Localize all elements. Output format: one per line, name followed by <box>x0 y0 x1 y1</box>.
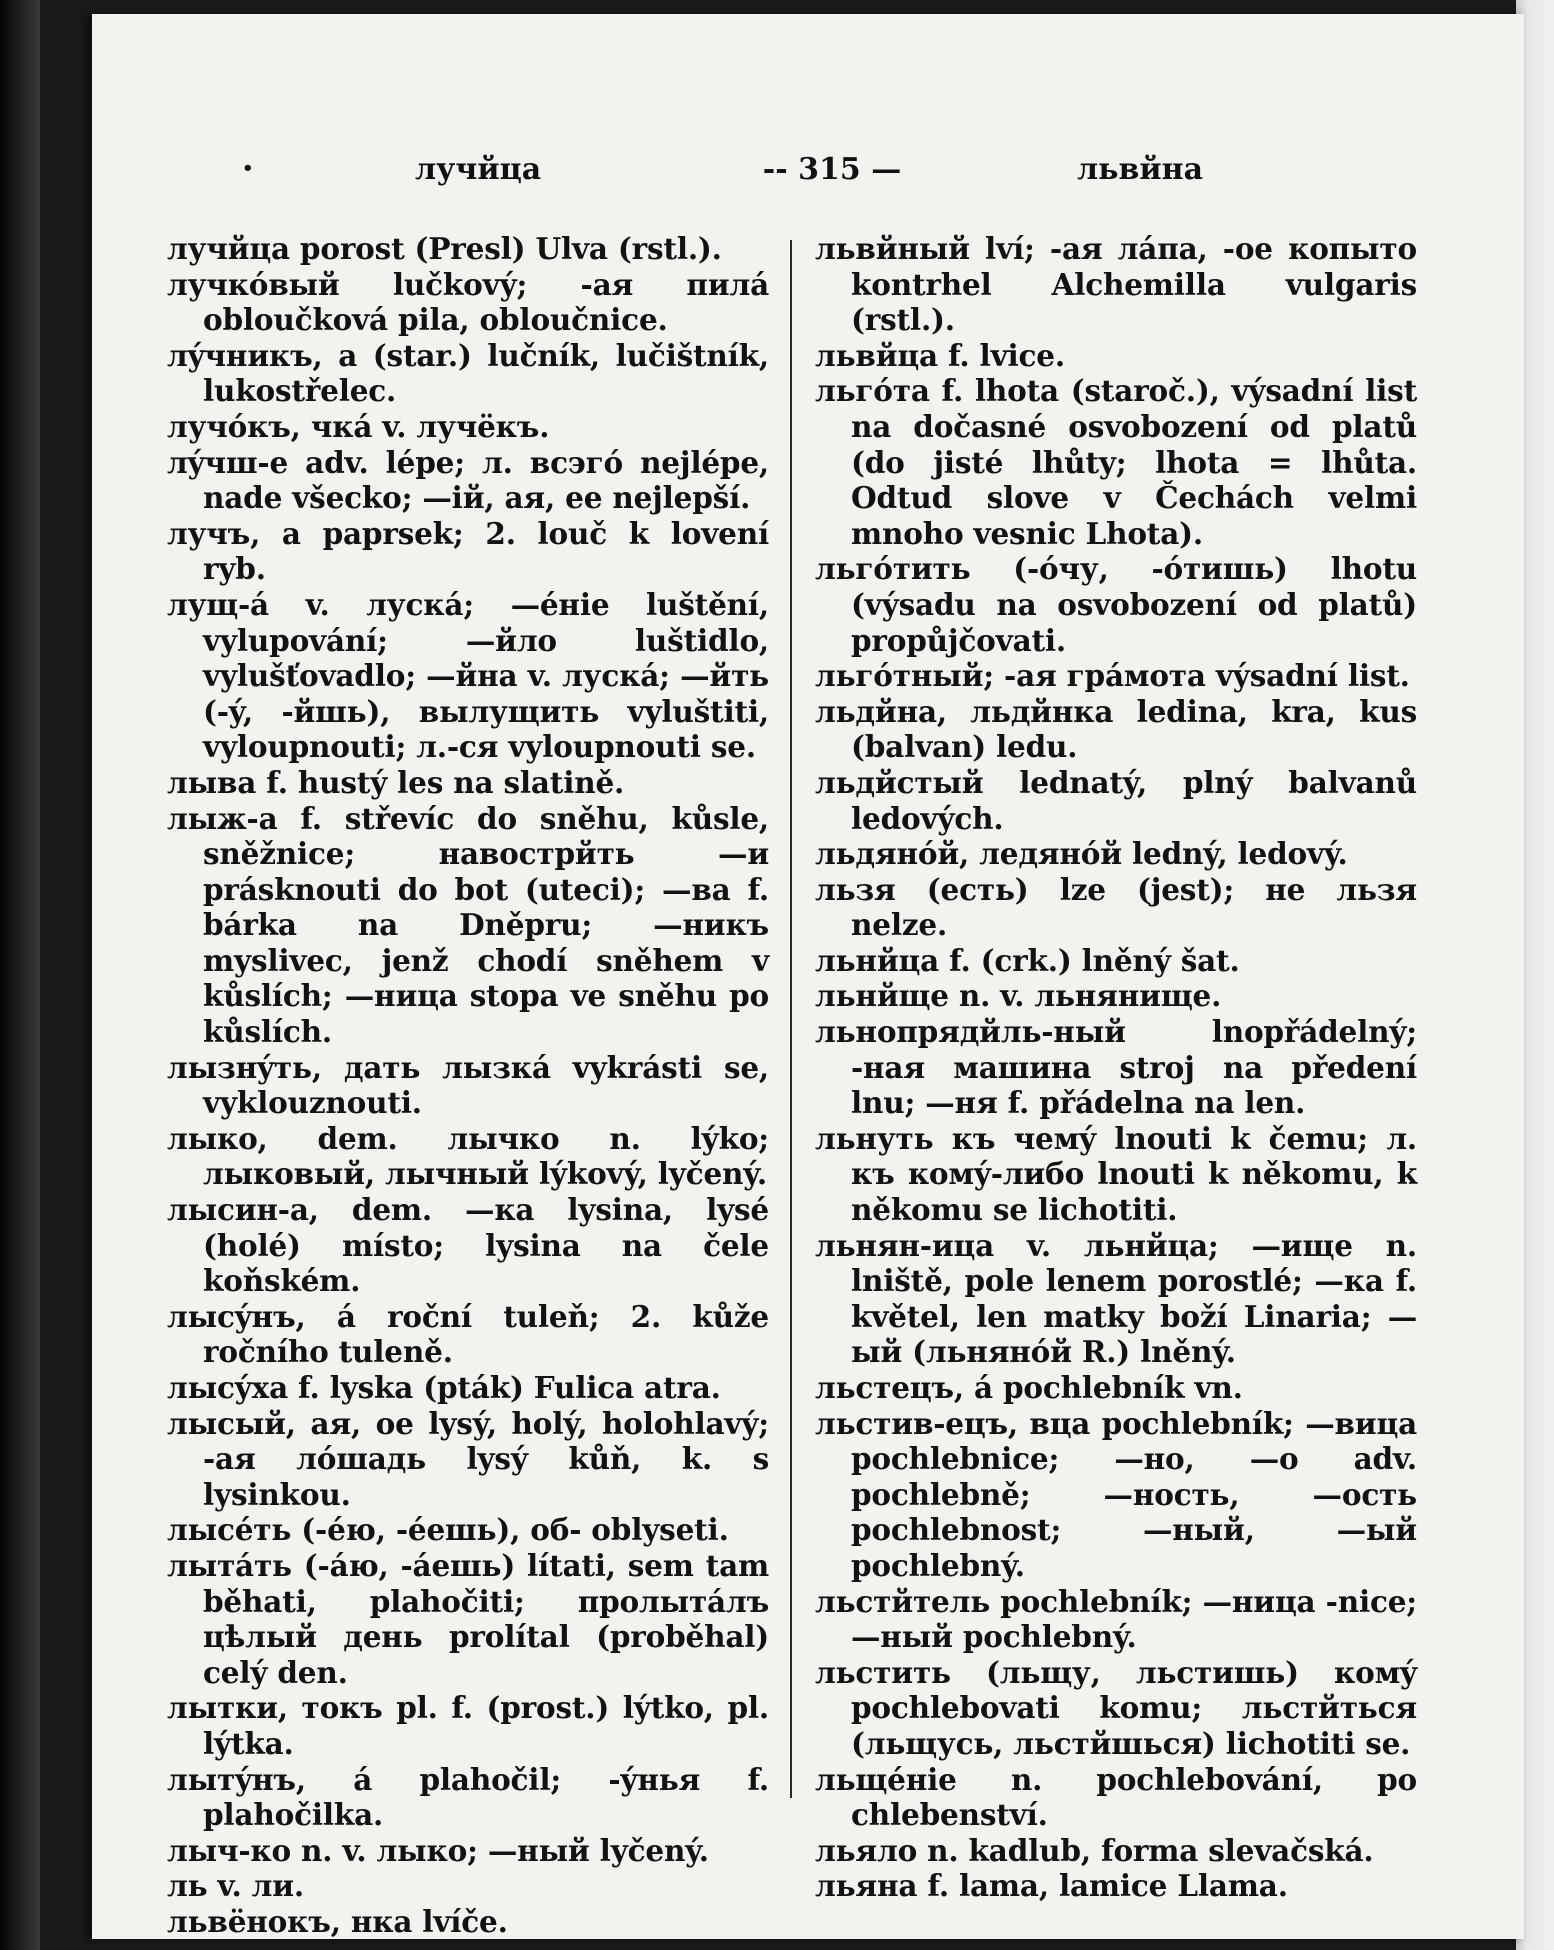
dictionary-entry: лýчникъ, a (star.) lučník, lučištník, lukostřelec. <box>167 337 769 409</box>
dictionary-entry: льдянóй, ледянóй ledný, ledový. <box>815 836 1348 872</box>
dictionary-entry: львйца f. lvice. <box>815 337 1065 373</box>
dictionary-entry: льяло n. kadlub, forma slevačská. <box>815 1832 1374 1868</box>
dictionary-entry: льнйще n. v. льнянище. <box>815 978 1222 1014</box>
dictionary-entry: льнян-ица v. льнйца; —ище n. lniště, pole lenem porostlé; —ка f. květel, len matky boží Linaria; —ый (льнянóй R.) lněný. <box>815 1227 1417 1370</box>
header-dot: • <box>242 158 254 179</box>
dictionary-entry: львйный lví; -ая лáпа, -ое копыто kontrhel Alchemilla vulgaris (rstl.). <box>815 231 1417 338</box>
dictionary-entry: лытáть (-áю, -áешь) lítati, sem tam běhati, plahočiti; пролытáлъ цѣлый день prolítal (proběhal) celý den. <box>167 1547 769 1690</box>
dictionary-entry: льнопрядйль-ный lnopřádelný; -ная машина stroj na předení lnu; —ня f. přádelna na len. <box>815 1014 1417 1121</box>
dictionary-entry: льдйна, льдйнка ledina, kra, kus (balvan) ledu. <box>815 693 1417 765</box>
column-divider <box>790 240 792 1798</box>
dictionary-entry: лучкóвый lučkový; -ая пилá obloučková pila, obloučnice. <box>167 266 769 338</box>
dictionary-entry: лытки, токъ pl. f. (prost.) lýtko, pl. lýtka. <box>167 1690 769 1761</box>
dictionary-entry: льгóта f. lhota (staroč.), výsadní list na dočasné osvobození od platů (do jisté lhůty; lhota = lhůta. Odtud slove v Čechách velmi mnoho vesnic Lhota). <box>815 373 1417 551</box>
right-running-head: львйна <box>1077 152 1204 187</box>
dictionary-entry: лызнýть, дать лызкá vykrásti se, vyklouznouti. <box>167 1049 769 1121</box>
dictionary-entry: лысýнъ, á roční tuleň; 2. kůže ročního tuleně. <box>167 1298 769 1370</box>
dictionary-entry: лысый, ая, ое lysý, holý, holohlavý; -ая лóшадь lysý kůň, k. s lysinkou. <box>167 1405 769 1512</box>
left-column <box>167 231 769 1940</box>
dictionary-entry: льстецъ, á pochlebník vn. <box>815 1370 1243 1405</box>
dictionary-entry: льщéніе n. pochlebování, po chlebenství. <box>815 1761 1417 1833</box>
dictionary-entry: лыва f. hustý les na slatině. <box>167 764 625 800</box>
dictionary-entry: льстйтель pochlebník; —ница -nice; —ный pochlebný. <box>815 1583 1417 1655</box>
dictionary-entry: лысин-а, dem. —ка lysina, lysé (holé) místo; lysina na čele koňském. <box>167 1192 769 1299</box>
dictionary-entry: лучйца porost (Presl) Ulva (rstl.). <box>167 231 722 266</box>
dictionary-page <box>92 14 1524 1939</box>
page-number: -- 315 — <box>762 152 902 187</box>
dictionary-entry: льяна f. lama, lamice Llama. <box>815 1868 1288 1904</box>
dictionary-entry: ль v. ли. <box>167 1868 304 1904</box>
dictionary-entry: лысéть (-éю, -éешь), об- oblyseti. <box>167 1512 729 1548</box>
dictionary-entry: льнйца f. (crk.) lněný šat. <box>815 942 1240 978</box>
dictionary-entry: льзя (есть) lze (jest); не льзя nelze. <box>815 871 1417 943</box>
dictionary-entry: льгóтный; -ая грáмота výsadní list. <box>815 658 1410 694</box>
dictionary-entry: лучóкъ, чкá v. лучёкъ. <box>167 408 550 444</box>
dictionary-entry: лучъ, a paprsek; 2. louč k lovení ryb. <box>167 515 769 587</box>
dictionary-entry: лýчш-е adv. lépe; л. всэгó nejlépe, nade všecko; —ій, ая, ее nejlepší. <box>167 444 769 516</box>
left-running-head: лучйца <box>415 152 542 187</box>
running-header <box>92 148 1524 194</box>
dictionary-entry: лыко, dem. лычко n. lýko; лыковый, лычный lýkový, lyčený. <box>167 1120 769 1192</box>
dictionary-entry: львёнокъ, нка lvíče. <box>167 1903 508 1939</box>
dictionary-entry: льстив-ецъ, вца pochlebník; —вица pochlebnice; —но, —о adv. pochlebně; —ность, —ость pochlebnost; —ный, —ый pochlebný. <box>815 1405 1417 1583</box>
book-gutter-shadow <box>0 0 40 1950</box>
dictionary-entry: лущ-á v. лускá; —éніе luštění, vylupování; —йло luštidlo, vylušťovadlo; —йна v. лускá; —йть (-ý, -йшь), вылущить vyluštiti, vyloupnouti; л.-ся vyloupnouti se. <box>167 586 769 765</box>
right-column <box>815 231 1417 1904</box>
dictionary-entry: лытýнъ, á plahočil; -ýнья f. plahočilka. <box>167 1761 769 1833</box>
dictionary-entry: лыч-ко n. v. лыко; —ный lyčený. <box>167 1832 709 1868</box>
dictionary-entry: лыж-а f. střevíc do sněhu, kůsle, sněžnice; навострйть —и prásknouti do bot (uteci); —ва f. bárka na Dněpru; —никъ myslivec, jenž chodí sněhem v kůslích; —ница stopa ve sněhu po kůslích. <box>167 800 769 1050</box>
dictionary-entry: льдйстый lednatý, plný balvanů ledových. <box>815 764 1417 836</box>
dictionary-entry: лысýха f. lyska (pták) Fulica atra. <box>167 1370 721 1405</box>
dictionary-entry: льстить (льщу, льстишь) комý pochlebovati komu; льстйться (льщусь, льстйшься) lichotiti se. <box>815 1654 1417 1761</box>
dictionary-entry: льнуть къ чемý lnouti k čemu; л. къ комý-либо lnouti k někomu, k někomu se lichotiti. <box>815 1120 1417 1228</box>
dictionary-entry: льгóтить (-óчу, -óтишь) lhotu (výsadu na osvobození od platů) propůjčovati. <box>815 551 1417 658</box>
